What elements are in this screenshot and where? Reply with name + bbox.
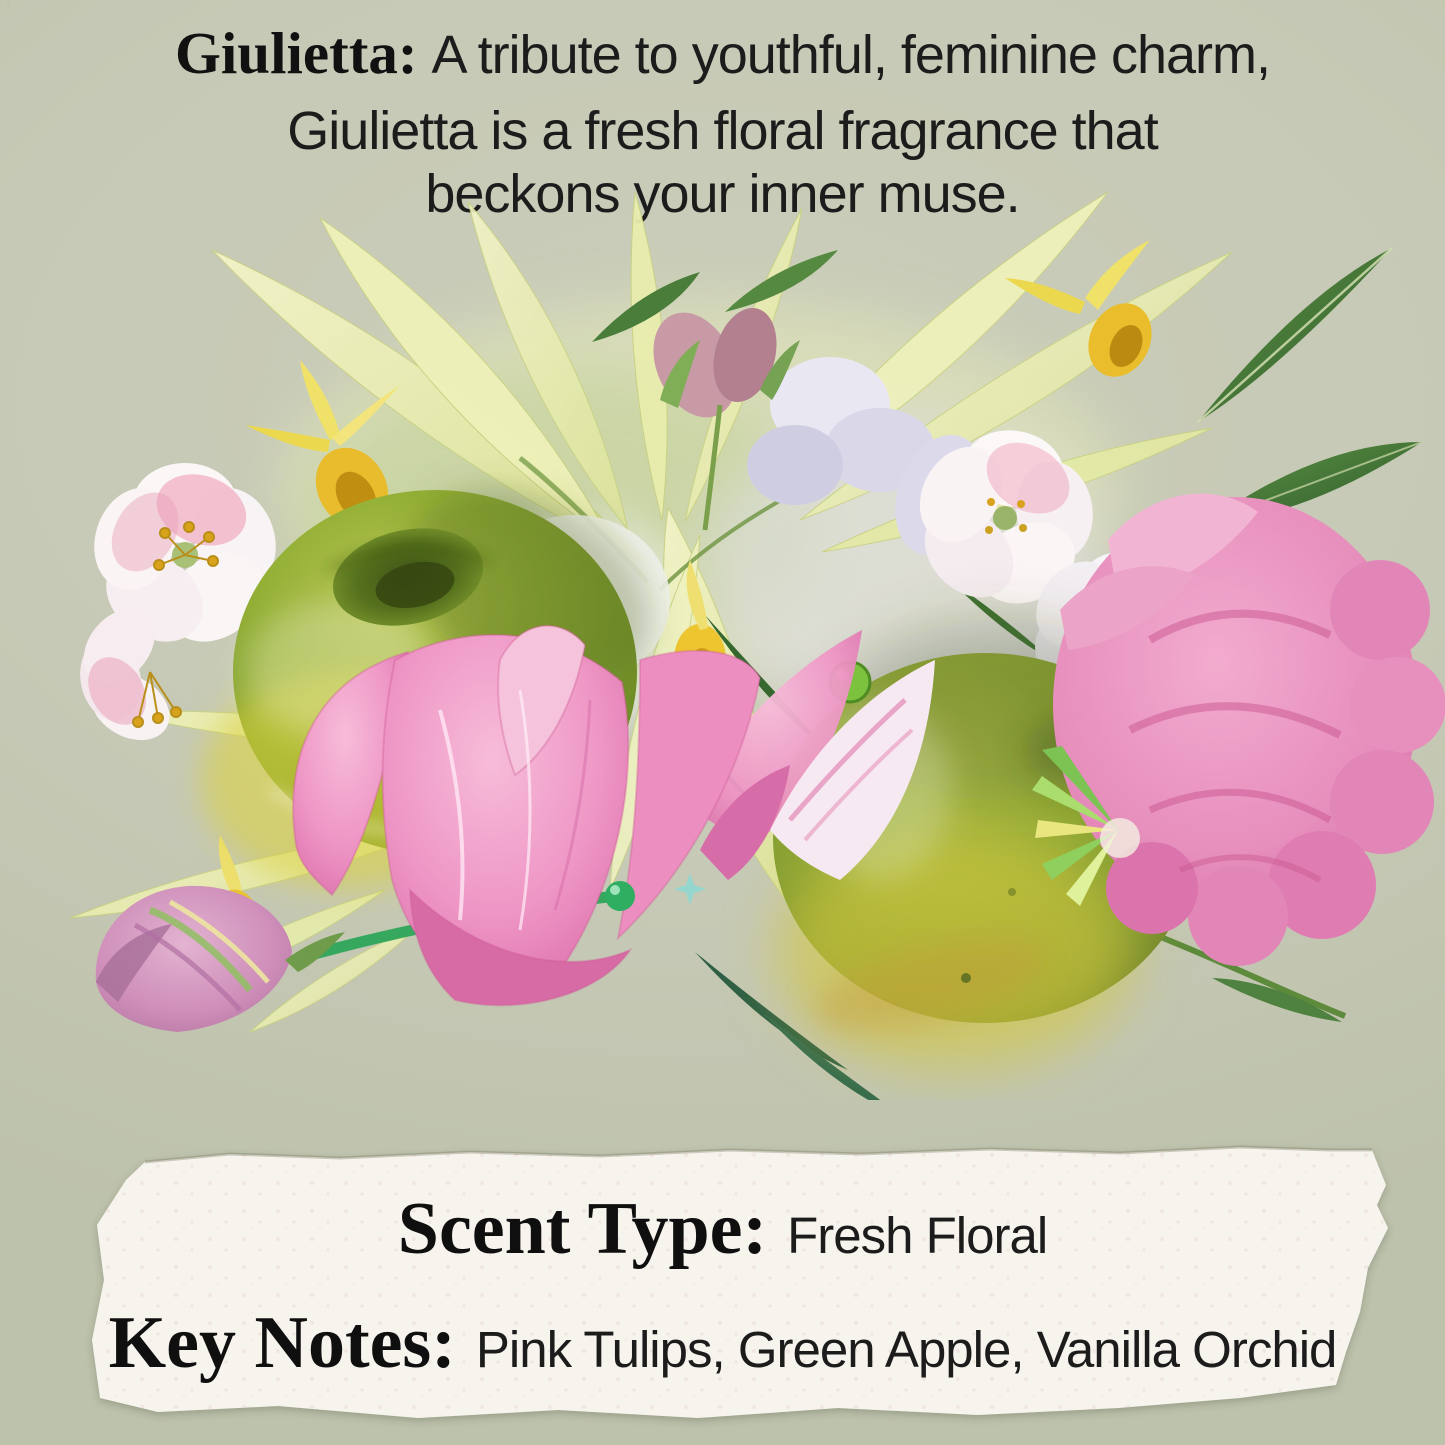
- scent-type-row: [0, 1186, 1445, 1272]
- headline-line1: [0, 22, 1445, 100]
- key-notes-label: Key Notes:: [108, 1302, 456, 1384]
- headline-line3: beckons your inner muse.: [425, 164, 1020, 224]
- headline-line2: Giulietta is a fresh floral fragrance that: [287, 101, 1158, 161]
- pink-tulip: [293, 626, 760, 1006]
- headline-line1-text: A tribute to youthful, feminine charm,: [431, 25, 1270, 85]
- dew-sparkle: [674, 873, 706, 905]
- key-notes-row: [0, 1300, 1445, 1386]
- bouquet-illustration: [0, 190, 1445, 1100]
- stem-node: [605, 881, 635, 911]
- scent-type-label: Scent Type:: [397, 1188, 768, 1270]
- brand-name: Giulietta:: [175, 20, 418, 86]
- scent-type-value: Fresh Floral: [787, 1207, 1048, 1264]
- torn-paper-card: [0, 1100, 1445, 1445]
- key-notes-value: Pink Tulips, Green Apple, Vanilla Orchid: [475, 1321, 1337, 1378]
